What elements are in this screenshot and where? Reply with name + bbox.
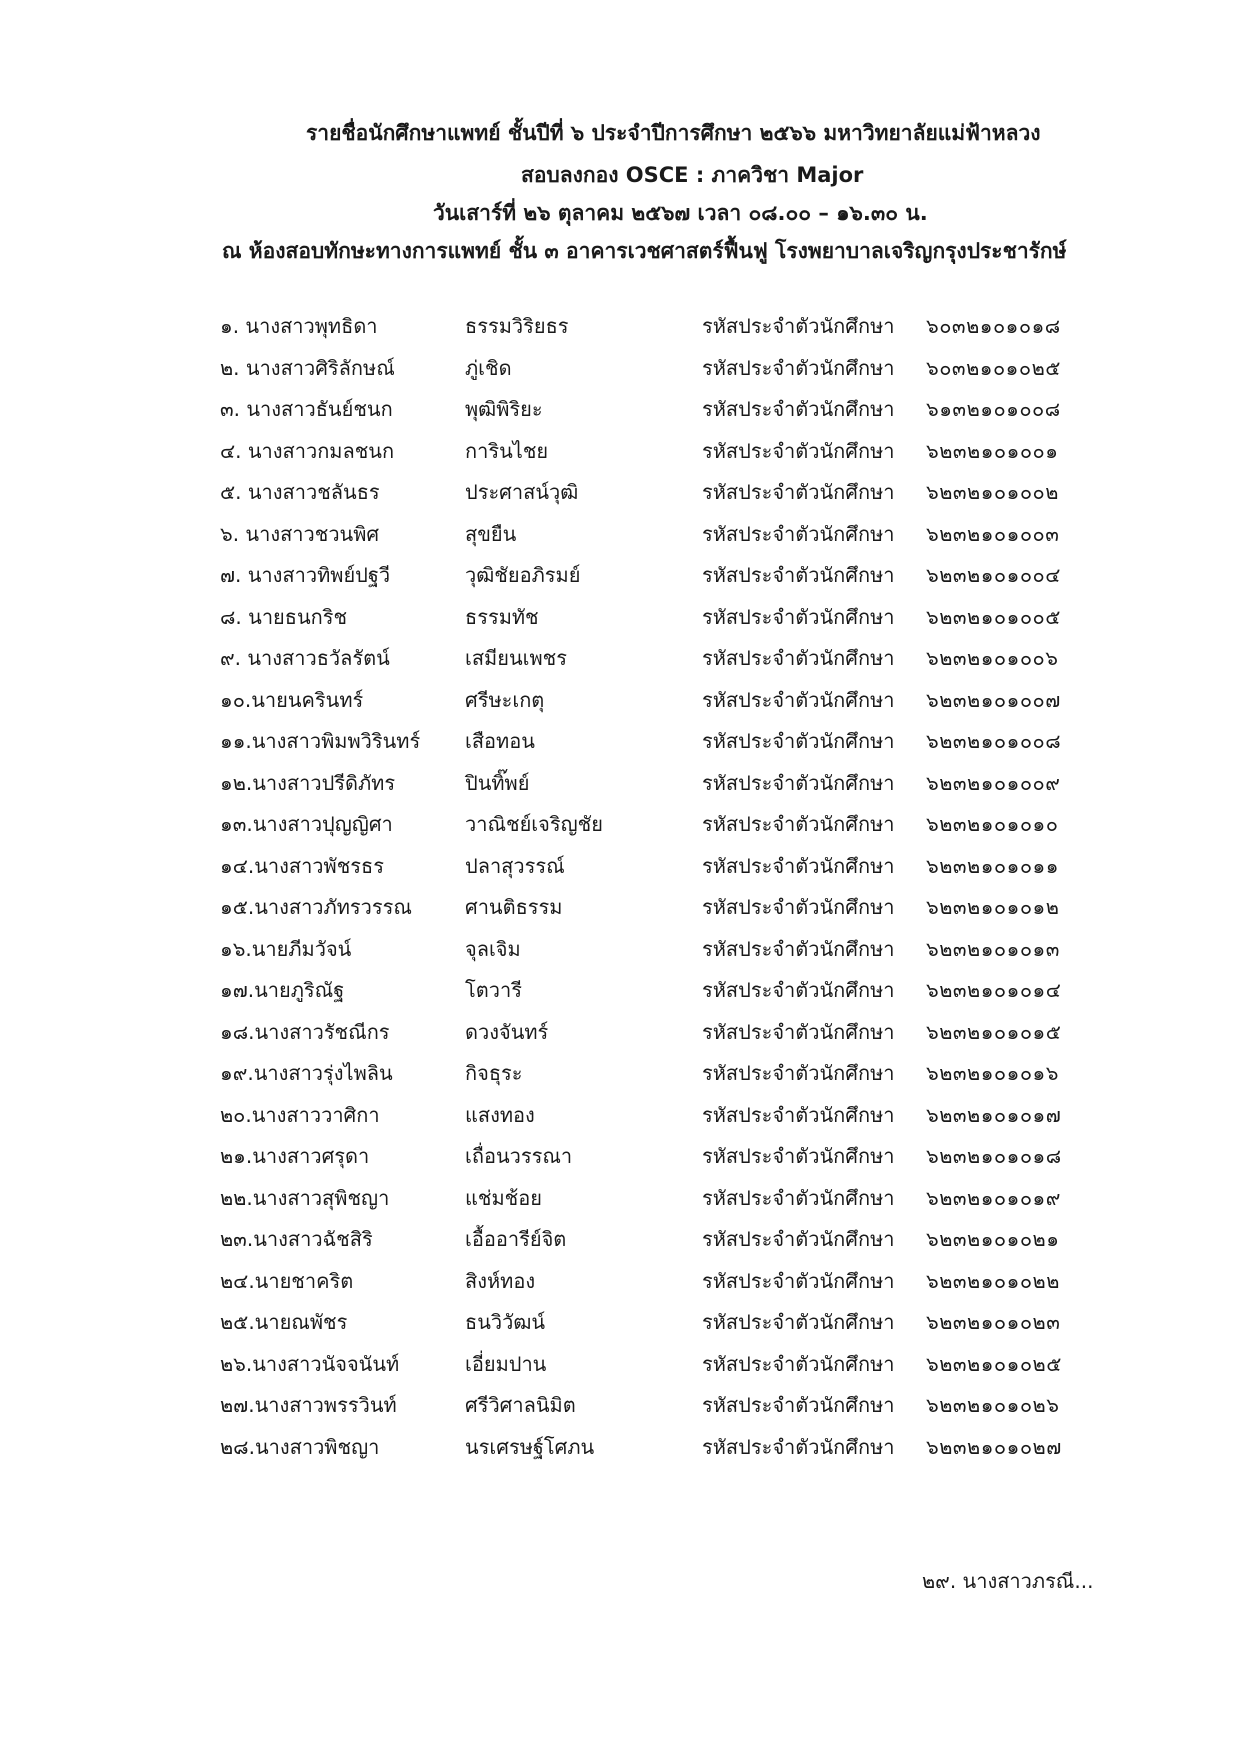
student-number-name: ๑๐.นายนครินทร์ [220, 688, 364, 712]
student-surname: จุลเจิม [465, 937, 521, 961]
student-id: ๖๒๓๒๑๐๑๐๐๕ [926, 605, 1061, 629]
student-id: ๖๒๓๒๑๐๑๐๑๔ [926, 978, 1062, 1002]
student-id: ๖๒๓๒๑๐๑๐๐๗ [926, 688, 1061, 712]
student-id-label: รหัสประจำตัวนักศึกษา [702, 1352, 895, 1376]
student-id: ๖๐๓๒๑๐๑๐๑๘ [926, 314, 1061, 338]
student-row [0, 1053, 1244, 1093]
student-number-name: ๒๕.นายณพัชร [220, 1310, 348, 1334]
student-number-name: ๑๔.นางสาวพัชรธร [220, 854, 384, 878]
student-id-label: รหัสประจำตัวนักศึกษา [702, 1186, 895, 1210]
student-id-label: รหัสประจำตัวนักศึกษา [702, 1020, 895, 1044]
student-id-label: รหัสประจำตัวนักศึกษา [702, 1103, 895, 1127]
student-id-label: รหัสประจำตัวนักศึกษา [702, 812, 895, 836]
student-id-label: รหัสประจำตัวนักศึกษา [702, 1435, 895, 1459]
student-surname: ธรรมวิริยธร [465, 314, 569, 338]
student-number-name: ๑๖.นายภีมวัจน์ [220, 937, 352, 961]
student-number-name: ๒๗.นางสาวพรรวินท์ [220, 1393, 397, 1417]
student-number-name: ๒๖.นางสาวนัจจนันท์ [220, 1352, 400, 1376]
header-location: ณ ห้องสอบทักษะทางการแพทย์ ชั้น ๓ อาคารเวชศาสตร์ฟื้นฟู โรงพยาบาลเจริญกรุงประชารักษ์ [222, 239, 1067, 263]
student-number-name: ๒๐.นางสาววาศิกา [220, 1103, 380, 1127]
student-surname: โตวารี [465, 978, 522, 1002]
student-number-name: ๑๗.นายภูริณัฐ [220, 978, 345, 1002]
student-surname: พุฒิพิริยะ [465, 397, 543, 421]
student-row [0, 1427, 1244, 1467]
student-id: ๖๒๓๒๑๐๑๐๒๒ [926, 1269, 1060, 1293]
student-id: ๖๒๓๒๑๐๑๐๐๒ [926, 480, 1059, 504]
student-surname: เอี่ยมปาน [465, 1352, 547, 1376]
student-number-name: ๙. นางสาวธวัลรัตน์ [220, 646, 390, 670]
student-id-label: รหัสประจำตัวนักศึกษา [702, 480, 895, 504]
student-id-label: รหัสประจำตัวนักศึกษา [702, 522, 895, 546]
student-id: ๖๒๓๒๑๐๑๐๑๕ [926, 1020, 1062, 1044]
student-id-label: รหัสประจำตัวนักศึกษา [702, 563, 895, 587]
student-surname: ธรรมทัช [465, 605, 539, 629]
student-id: ๖๒๓๒๑๐๑๐๒๕ [926, 1352, 1062, 1376]
student-id-label: รหัสประจำตัวนักศึกษา [702, 314, 895, 338]
student-id: ๖๒๓๒๑๐๑๐๑๘ [926, 1144, 1062, 1168]
student-id: ๖๒๓๒๑๐๑๐๑๒ [926, 895, 1060, 919]
student-row [0, 514, 1244, 554]
student-surname: ประศาสน์วุฒิ [465, 480, 579, 504]
student-number-name: ๕. นางสาวชลันธร [220, 480, 380, 504]
student-number-name: ๑๙.นางสาวรุ่งไพลิน [220, 1061, 393, 1085]
student-id-label: รหัสประจำตัวนักศึกษา [702, 688, 895, 712]
student-number-name: ๓. นางสาวธันย์ชนก [220, 397, 393, 421]
student-number-name: ๖. นางสาวชวนพิศ [220, 522, 380, 546]
student-number-name: ๑๒.นางสาวปรีดิภัทร [220, 771, 396, 795]
student-id: ๖๑๓๒๑๐๑๐๐๘ [926, 397, 1061, 421]
student-row [0, 1219, 1244, 1259]
student-number-name: ๒๑.นางสาวศรุดา [220, 1144, 370, 1168]
student-number-name: ๒๔.นายชาคริต [220, 1269, 354, 1293]
student-id-label: รหัสประจำตัวนักศึกษา [702, 895, 895, 919]
student-row [0, 929, 1244, 969]
student-id-label: รหัสประจำตัวนักศึกษา [702, 356, 895, 380]
student-row [0, 638, 1244, 678]
student-id-label: รหัสประจำตัวนักศึกษา [702, 397, 895, 421]
student-row [0, 1385, 1244, 1425]
student-row [0, 472, 1244, 512]
student-surname: ธนวิวัฒน์ [465, 1310, 546, 1334]
student-surname: ปินทิ๊พย์ [465, 771, 530, 795]
student-id-label: รหัสประจำตัวนักศึกษา [702, 937, 895, 961]
student-surname: เอื้ออารีย์จิต [465, 1227, 567, 1251]
student-row [0, 970, 1244, 1010]
student-id: ๖๒๓๒๑๐๑๐๑๓ [926, 937, 1060, 961]
student-id-label: รหัสประจำตัวนักศึกษา [702, 978, 895, 1002]
student-id-label: รหัสประจำตัวนักศึกษา [702, 1061, 895, 1085]
student-id: ๖๒๓๒๑๐๑๐๑๙ [926, 1186, 1061, 1210]
student-row [0, 1012, 1244, 1052]
student-surname: ปลาสุวรรณ์ [465, 854, 565, 878]
student-row [0, 763, 1244, 803]
header-exam: สอบลงกอง OSCE : ภาควิชา Major [521, 163, 864, 187]
student-number-name: ๑๘.นางสาวรัชณีกร [220, 1020, 390, 1044]
student-surname: ศรีวิศาลนิมิต [465, 1393, 576, 1417]
student-surname: นรเศรษฐ์โศภน [465, 1435, 595, 1459]
student-number-name: ๗. นางสาวทิพย์ปฐวี [220, 563, 391, 587]
student-id-label: รหัสประจำตัวนักศึกษา [702, 1310, 895, 1334]
student-id: ๖๒๓๒๑๐๑๐๒๓ [926, 1310, 1061, 1334]
student-id-label: รหัสประจำตัวนักศึกษา [702, 646, 895, 670]
student-surname: ดวงจันทร์ [465, 1020, 549, 1044]
student-id-label: รหัสประจำตัวนักศึกษา [702, 1269, 895, 1293]
student-id: ๖๐๓๒๑๐๑๐๒๕ [926, 356, 1061, 380]
student-row [0, 389, 1244, 429]
student-surname: กิจธุระ [465, 1061, 523, 1085]
student-number-name: ๒๘.นางสาวพิชญา [220, 1435, 380, 1459]
student-number-name: ๑๑.นางสาวพิมพวิรินทร์ [220, 729, 421, 753]
student-id: ๖๒๓๒๑๐๑๐๐๘ [926, 729, 1062, 753]
student-number-name: ๔. นางสาวกมลชนก [220, 439, 395, 463]
student-number-name: ๑๕.นางสาวภัทรวรรณ [220, 895, 412, 919]
student-id: ๖๒๓๒๑๐๑๐๒๖ [926, 1393, 1060, 1417]
student-id: ๖๒๓๒๑๐๑๐๐๓ [926, 522, 1060, 546]
student-row [0, 1095, 1244, 1135]
student-row [0, 721, 1244, 761]
student-row [0, 555, 1244, 595]
student-id: ๖๒๓๒๑๐๑๐๐๙ [926, 771, 1061, 795]
student-row [0, 1136, 1244, 1176]
student-row [0, 431, 1244, 471]
student-number-name: ๒๓.นางสาวฉัชสิริ [220, 1227, 373, 1251]
student-row [0, 1344, 1244, 1384]
student-id: ๖๒๓๒๑๐๑๐๑๑ [926, 854, 1059, 878]
continuation-note: ๒๙. นางสาวภรณี... [922, 1569, 1094, 1593]
student-id: ๖๒๓๒๑๐๑๐๒๗ [926, 1435, 1062, 1459]
student-row [0, 597, 1244, 637]
student-id-label: รหัสประจำตัวนักศึกษา [702, 1393, 895, 1417]
student-id-label: รหัสประจำตัวนักศึกษา [702, 771, 895, 795]
student-row [0, 306, 1244, 346]
student-id: ๖๒๓๒๑๐๑๐๐๖ [926, 646, 1059, 670]
student-id: ๖๒๓๒๑๐๑๐๑๖ [926, 1061, 1059, 1085]
student-id: ๖๒๓๒๑๐๑๐๐๔ [926, 563, 1061, 587]
student-row [0, 1178, 1244, 1218]
student-surname: สิงห์ทอง [465, 1269, 536, 1293]
student-number-name: ๒๒.นางสาวสุพิชญา [220, 1186, 390, 1210]
student-id: ๖๒๓๒๑๐๑๐๒๑ [926, 1227, 1060, 1251]
student-number-name: ๘. นายธนกริช [220, 605, 348, 629]
student-id-label: รหัสประจำตัวนักศึกษา [702, 605, 895, 629]
student-surname: การินไชย [465, 439, 549, 463]
header-title: รายชื่อนักศึกษาแพทย์ ชั้นปีที่ ๖ ประจำปีการศึกษา ๒๕๖๖ มหาวิทยาลัยแม่ฟ้าหลวง [306, 121, 1041, 145]
student-surname: เสมียนเพชร [465, 646, 567, 670]
student-surname: วาณิชย์เจริญชัย [465, 812, 603, 836]
student-row [0, 348, 1244, 388]
student-row [0, 804, 1244, 844]
student-surname: วุฒิชัยอภิรมย์ [465, 563, 581, 587]
student-row [0, 1302, 1244, 1342]
student-number-name: ๒. นางสาวศิริลักษณ์ [220, 356, 395, 380]
student-number-name: ๑. นางสาวพุทธิดา [220, 314, 378, 338]
student-surname: ภู่เชิด [465, 356, 512, 380]
student-surname: แสงทอง [465, 1103, 535, 1127]
student-id-label: รหัสประจำตัวนักศึกษา [702, 439, 895, 463]
student-row [0, 846, 1244, 886]
student-id-label: รหัสประจำตัวนักศึกษา [702, 1144, 895, 1168]
student-id: ๖๒๓๒๑๐๑๐๐๑ [926, 439, 1059, 463]
student-row [0, 680, 1244, 720]
student-surname: สุขยืน [465, 522, 517, 546]
student-number-name: ๑๓.นางสาวปุญญิศา [220, 812, 393, 836]
student-row [0, 1261, 1244, 1301]
header-date-time: วันเสาร์ที่ ๒๖ ตุลาคม ๒๕๖๗ เวลา ๐๘.๐๐ – ๑๖.๓๐ น. [433, 201, 928, 225]
student-surname: ศานติธรรม [465, 895, 563, 919]
student-id-label: รหัสประจำตัวนักศึกษา [702, 854, 895, 878]
student-row [0, 887, 1244, 927]
student-surname: เสือทอน [465, 729, 535, 753]
student-id-label: รหัสประจำตัวนักศึกษา [702, 1227, 895, 1251]
student-surname: แช่มช้อย [465, 1186, 542, 1210]
student-id: ๖๒๓๒๑๐๑๐๑๗ [926, 1103, 1062, 1127]
student-id-label: รหัสประจำตัวนักศึกษา [702, 729, 895, 753]
student-id: ๖๒๓๒๑๐๑๐๑๐ [926, 812, 1059, 836]
student-surname: ศรีษะเกตุ [465, 688, 545, 712]
student-surname: เถื่อนวรรณา [465, 1144, 573, 1168]
